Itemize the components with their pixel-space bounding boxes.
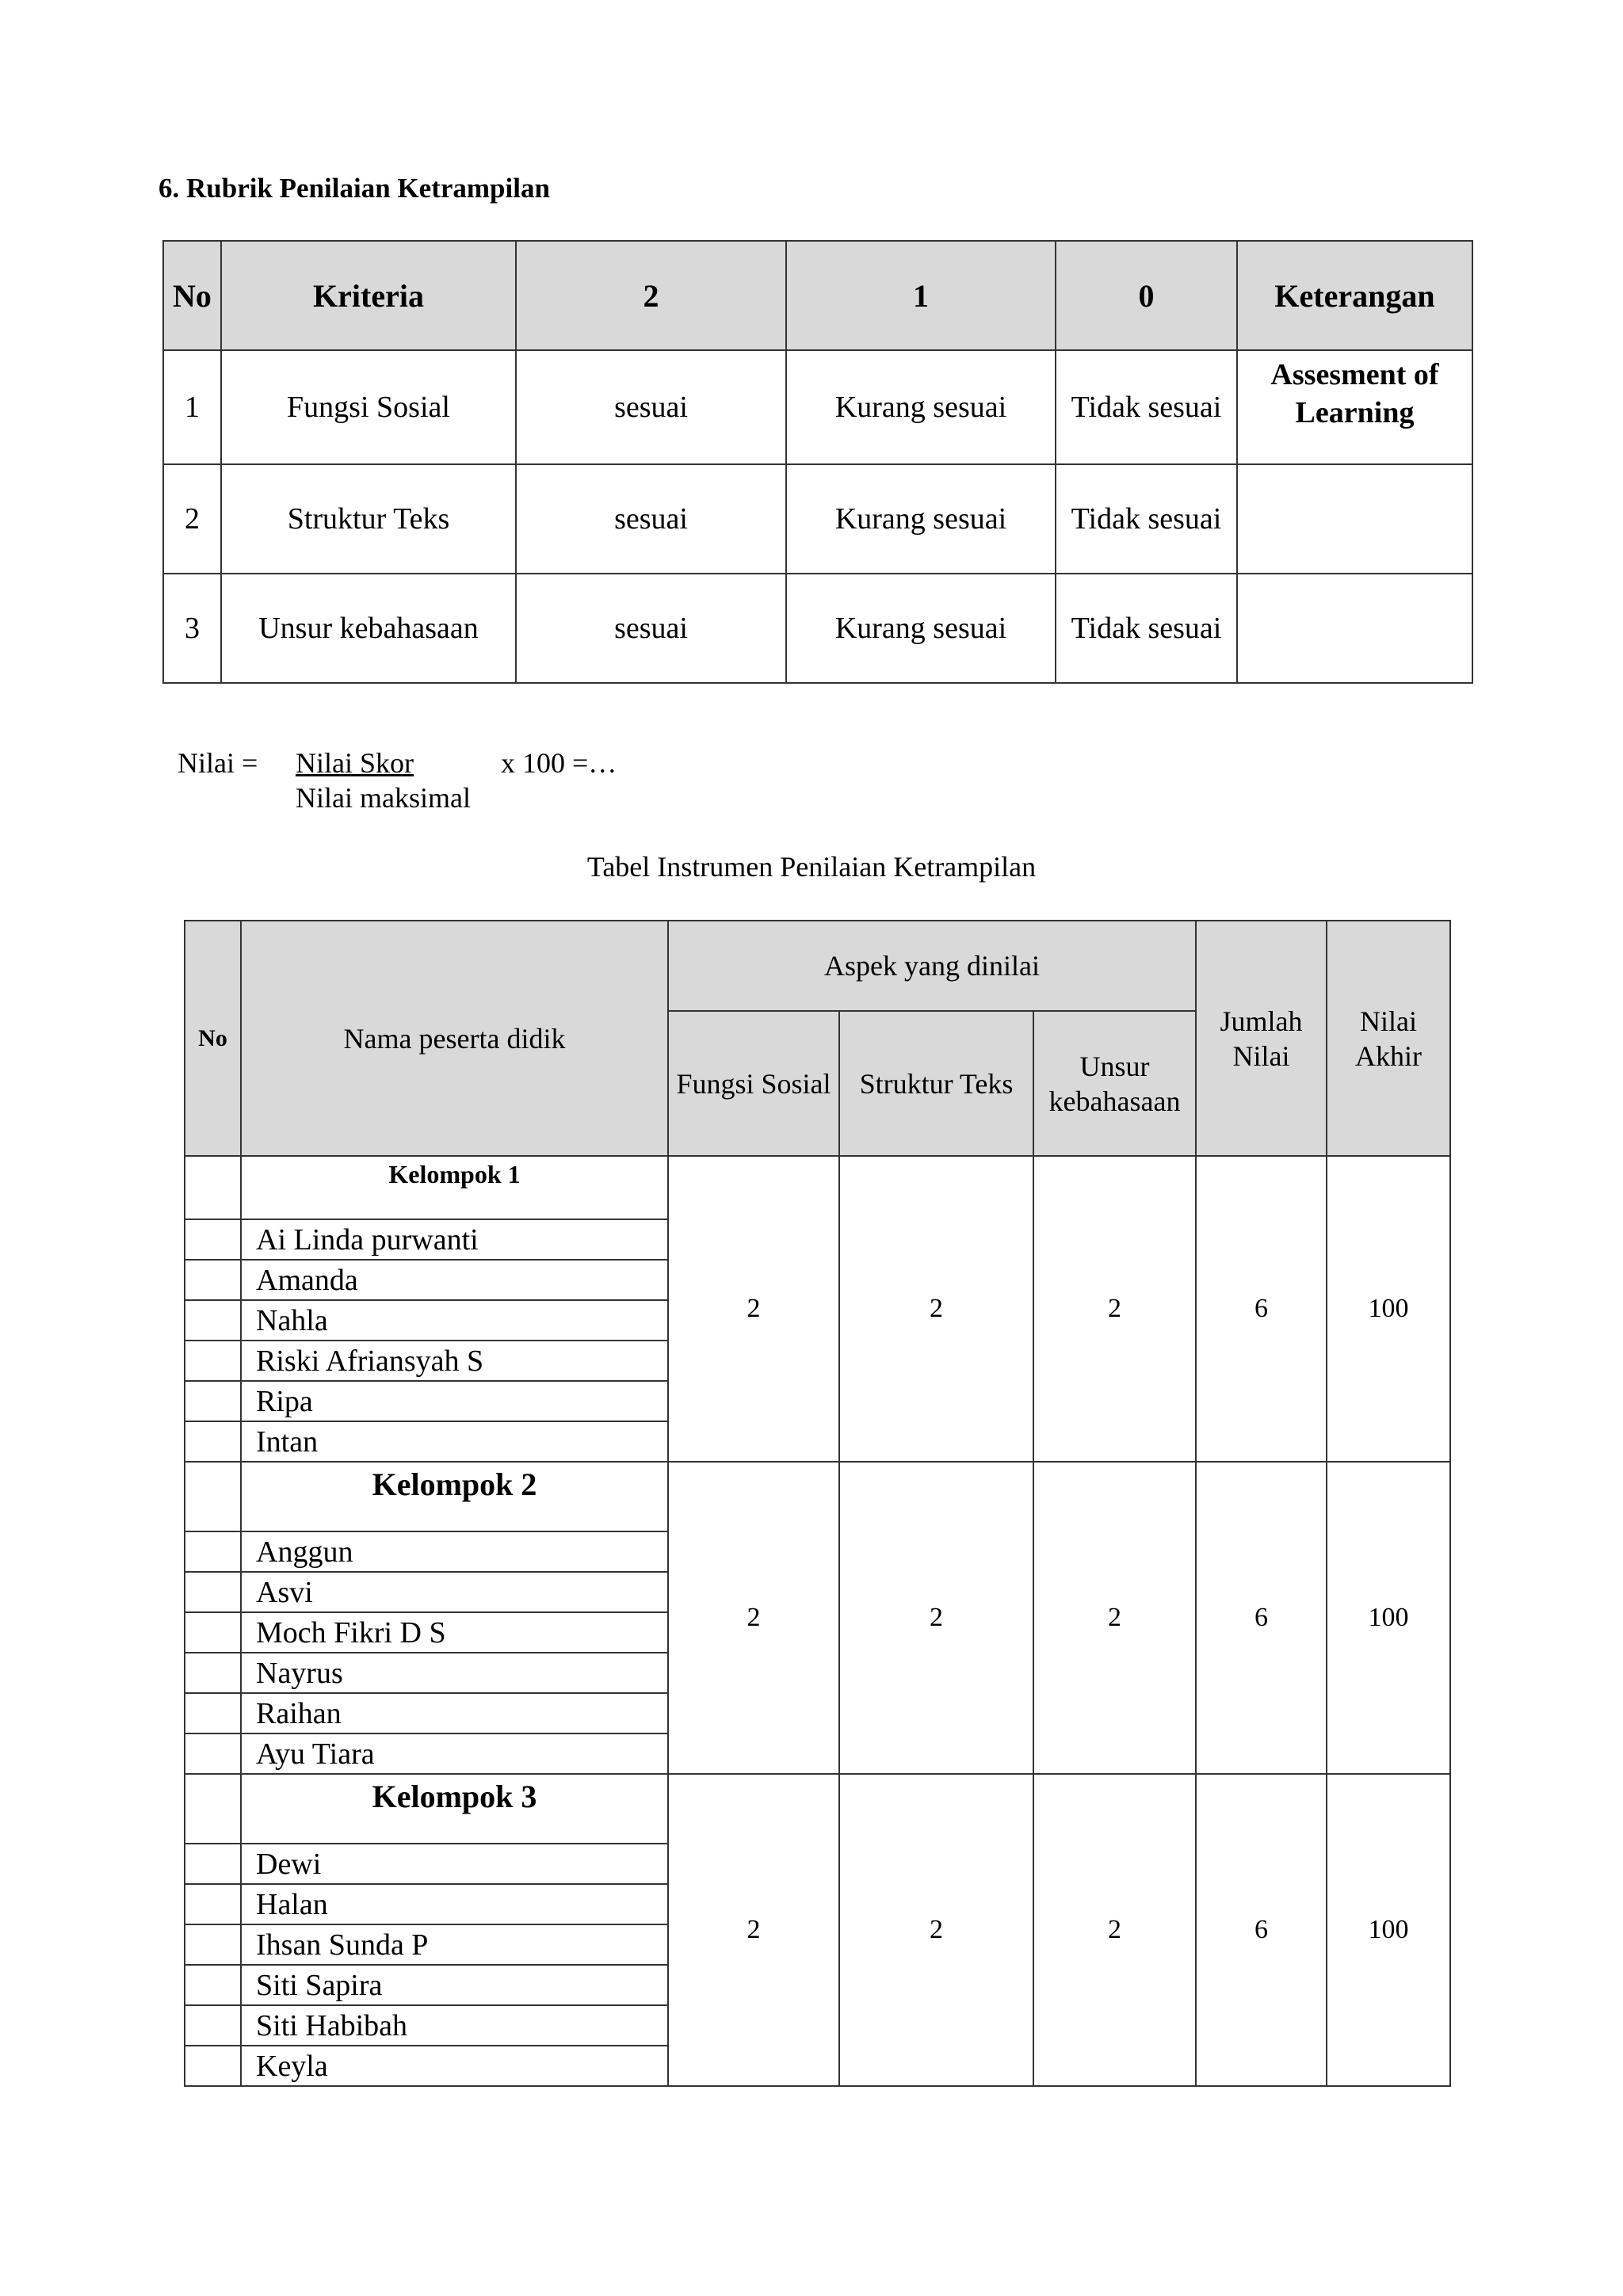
row-no-cell: [185, 1653, 241, 1693]
row-no-cell: [185, 1844, 241, 1884]
student-name: Intan: [241, 1421, 668, 1462]
rubric-header-row: [163, 241, 1472, 350]
rubric-header-keterangan: Keterangan: [1237, 241, 1472, 350]
row-no-cell: [185, 1531, 241, 1572]
group-title-row: [185, 1774, 1450, 1844]
row-no-cell: [185, 1965, 241, 2005]
row-no-cell: [185, 1156, 241, 1219]
student-name: Keyla: [241, 2046, 668, 2086]
rubric-cell-kriteria: Fungsi Sosial: [221, 350, 516, 464]
instrument-header-akhir: Nilai Akhir: [1327, 921, 1450, 1156]
row-no-cell: [185, 1924, 241, 1965]
row-no-cell: [185, 1884, 241, 1924]
rubric-cell-keterangan: [1237, 464, 1472, 574]
score-akhir: 100: [1327, 1156, 1450, 1462]
formula-denominator: Nilai maksimal: [296, 782, 471, 814]
formula-multiplier: x 100 =…: [501, 747, 617, 779]
score-jumlah: 6: [1196, 1462, 1327, 1774]
row-no-cell: [185, 1733, 241, 1774]
rubric-row: [163, 464, 1472, 574]
student-name: Riski Afriansyah S: [241, 1341, 668, 1381]
instrument-header-row-1: [185, 921, 1450, 1011]
instrument-header-fungsi: Fungsi Sosial: [668, 1011, 839, 1156]
row-no-cell: [185, 1572, 241, 1612]
row-no-cell: [185, 1260, 241, 1300]
instrument-header-jumlah: Jumlah Nilai: [1196, 921, 1327, 1156]
score-unsur: 2: [1033, 1774, 1196, 2086]
rubric-header-score-1: 1: [786, 241, 1056, 350]
group-title-row: [185, 1156, 1450, 1219]
student-name: Nahla: [241, 1300, 668, 1341]
rubric-cell-no: 1: [163, 350, 221, 464]
score-struktur: 2: [839, 1774, 1033, 2086]
instrument-table: [184, 920, 1451, 2087]
row-no-cell: [185, 1341, 241, 1381]
rubric-cell-no: 3: [163, 574, 221, 683]
rubric-header-kriteria: Kriteria: [221, 241, 516, 350]
rubric-cell-score-1: Kurang sesuai: [786, 464, 1056, 574]
row-no-cell: [185, 1774, 241, 1844]
row-no-cell: [185, 1421, 241, 1462]
row-no-cell: [185, 1219, 241, 1260]
score-akhir: 100: [1327, 1774, 1450, 2086]
score-jumlah: 6: [1196, 1774, 1327, 2086]
group-title: Kelompok 3: [241, 1774, 668, 1844]
student-name: Ayu Tiara: [241, 1733, 668, 1774]
rubric-cell-score-2: sesuai: [516, 574, 786, 683]
instrument-header-unsur: Unsur kebahasaan: [1033, 1011, 1196, 1156]
rubric-header-score-0: 0: [1056, 241, 1237, 350]
instrument-header-nama: Nama peserta didik: [241, 921, 668, 1156]
instrument-header-aspek: Aspek yang dinilai: [668, 921, 1196, 1011]
score-struktur: 2: [839, 1156, 1033, 1462]
rubric-cell-keterangan: [1237, 574, 1472, 683]
group-title-row: [185, 1462, 1450, 1531]
student-name: Siti Habibah: [241, 2005, 668, 2046]
formula-numerator: Nilai Skor: [296, 747, 414, 779]
instrument-header-no: No: [185, 921, 241, 1156]
rubric-row: [163, 574, 1472, 683]
section-heading: 6. Rubrik Penilaian Ketrampilan: [158, 173, 550, 204]
student-name: Halan: [241, 1884, 668, 1924]
rubric-cell-score-0: Tidak sesuai: [1056, 350, 1237, 464]
table-caption: Tabel Instrumen Penilaian Ketrampilan: [586, 851, 1037, 883]
row-no-cell: [185, 1381, 241, 1421]
score-unsur: 2: [1033, 1156, 1196, 1462]
row-no-cell: [185, 1300, 241, 1341]
score-jumlah: 6: [1196, 1156, 1327, 1462]
row-no-cell: [185, 1462, 241, 1531]
rubric-cell-score-2: sesuai: [516, 464, 786, 574]
rubric-cell-score-0: Tidak sesuai: [1056, 464, 1237, 574]
score-fungsi: 2: [668, 1774, 839, 2086]
score-unsur: 2: [1033, 1462, 1196, 1774]
row-no-cell: [185, 1612, 241, 1653]
score-struktur: 2: [839, 1462, 1033, 1774]
rubric-header-no: No: [163, 241, 221, 350]
group-title: Kelompok 2: [241, 1462, 668, 1531]
student-name: Asvi: [241, 1572, 668, 1612]
score-fungsi: 2: [668, 1462, 839, 1774]
row-no-cell: [185, 2005, 241, 2046]
student-name: Ai Linda purwanti: [241, 1219, 668, 1260]
student-name: Dewi: [241, 1844, 668, 1884]
rubric-cell-kriteria: Struktur Teks: [221, 464, 516, 574]
student-name: Ripa: [241, 1381, 668, 1421]
student-name: Anggun: [241, 1531, 668, 1572]
rubric-cell-kriteria: Unsur kebahasaan: [221, 574, 516, 683]
rubric-header-score-2: 2: [516, 241, 786, 350]
student-name: Siti Sapira: [241, 1965, 668, 2005]
rubric-cell-no: 2: [163, 464, 221, 574]
score-akhir: 100: [1327, 1462, 1450, 1774]
group-title: Kelompok 1: [241, 1156, 668, 1219]
rubric-table: [162, 240, 1473, 684]
formula-label: Nilai =: [178, 747, 258, 779]
score-fungsi: 2: [668, 1156, 839, 1462]
student-name: Moch Fikri D S: [241, 1612, 668, 1653]
row-no-cell: [185, 1693, 241, 1733]
student-name: Ihsan Sunda P: [241, 1924, 668, 1965]
rubric-cell-score-1: Kurang sesuai: [786, 574, 1056, 683]
rubric-row: [163, 350, 1472, 464]
student-name: Raihan: [241, 1693, 668, 1733]
rubric-cell-score-0: Tidak sesuai: [1056, 574, 1237, 683]
rubric-cell-score-1: Kurang sesuai: [786, 350, 1056, 464]
rubric-cell-score-2: sesuai: [516, 350, 786, 464]
rubric-cell-keterangan: Assesment of Learning: [1237, 350, 1472, 464]
instrument-header-struktur: Struktur Teks: [839, 1011, 1033, 1156]
student-name: Nayrus: [241, 1653, 668, 1693]
row-no-cell: [185, 2046, 241, 2086]
student-name: Amanda: [241, 1260, 668, 1300]
